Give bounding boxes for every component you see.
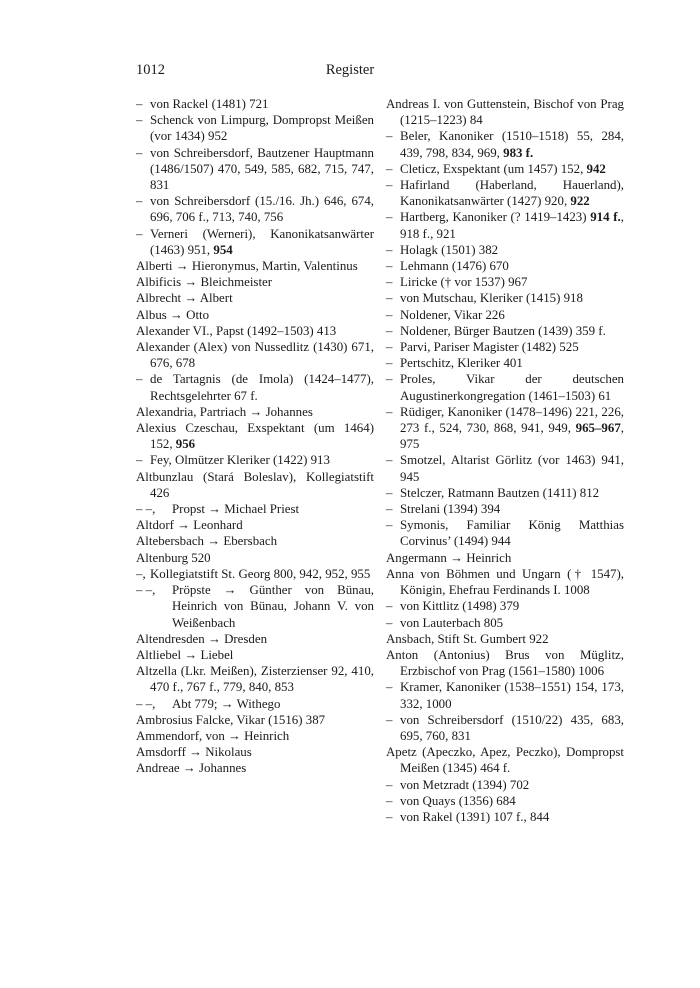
entry-text: Lehmann (1476) 670 [400,259,509,274]
index-entry [136,258,374,274]
entry-dash: – [386,242,393,257]
index-entry [386,209,624,241]
index-entry [386,485,624,501]
entry-text: Altenburg 520 [136,550,211,565]
entry-dash: – [386,356,393,371]
index-entry [386,744,624,776]
index-entry [136,517,374,533]
entry-text: Hafirland (Haberland, Hauerland), Kanonikatsanwärter (1427) 920, [400,178,624,209]
entry-dash: – –, [136,502,156,517]
entry-bold-page: 983 f. [503,145,534,160]
entry-text: Liricke († vor 1537) 967 [400,275,528,290]
entry-text: von Quays (1356) 684 [400,793,516,808]
entry-text: Kramer, Kanoniker (1538–1551) 154, 173, 332, 1000 [400,680,624,711]
entry-text: Anna von Böhmen und Ungarn († 1547), Königin, Ehefrau Ferdinands I. 1008 [386,566,624,598]
index-entry [136,404,374,420]
entry-text: Ammendorf, von → Heinrich [136,728,290,743]
entry-dash: – [386,777,393,792]
entry-dash: –, [136,566,146,581]
entry-text: von Mutschau, Kleriker (1415) 918 [400,291,583,306]
entry-text: Parvi, Pariser Magister (1482) 525 [400,340,579,355]
index-entry [386,793,624,809]
entry-text: Albificis → Bleichmeister [136,275,273,290]
index-entry [136,582,374,631]
entry-text: von Schreibersdorf, Bautzener Hauptmann (1486/1507) 470, 549, 585, 682, 715, 747, 831 [150,145,374,193]
entry-dash: – –, [136,583,156,598]
entry-dash: – [136,226,143,241]
entry-dash: – [136,113,143,128]
index-entry [386,96,624,128]
entry-text: Altdorf → Leonhard [136,518,243,533]
index-entry [386,371,624,403]
index-entry [136,371,374,403]
entry-text: Andreas I. von Guttenstein, Bischof von Prag (1215–1223) 84 [386,97,624,128]
index-entry [136,226,374,258]
page-number: 1012 [136,62,165,78]
entry-text: Anton (Antonius) Brus von Müglitz, Erzbischof von Prag (1561–1580) 1006 [386,647,624,679]
entry-text: Alexander VI., Papst (1492–1503) 413 [136,323,337,338]
index-entry [386,161,624,177]
entry-dash: – [386,275,393,290]
entry-text: Symonis, Familiar König Matthias Corvinus’ (1494) 944 [400,518,624,549]
index-entry [136,760,374,776]
index-entry [136,274,374,290]
index-entry [136,145,374,194]
entry-text: Verneri (Werneri), Kanonikatsanwärter (1463) 951, [150,226,374,257]
entry-text: Propst → Michael Priest [172,502,300,517]
entry-text: Albrecht → Albert [136,291,233,306]
index-entry [136,469,374,501]
entry-text: Stelczer, Ratmann Bautzen (1411) 812 [400,485,600,500]
entry-text: Cleticz, Exspektant (um 1457) 152, [400,161,587,176]
index-entry [386,809,624,825]
entry-dash: – [386,340,393,355]
index-entry [386,777,624,793]
index-entry [136,647,374,663]
entry-dash: – [386,712,393,727]
index-entry [136,112,374,144]
index-entry [386,355,624,371]
entry-text: Pröpste → Günther von Bünau, Heinrich von Bünau, Johann V. von Weißenbach [172,583,374,630]
index-entry [136,339,374,371]
entry-dash: – [136,145,143,160]
index-entry [136,290,374,306]
entry-text: von Rackel (1481) 721 [150,97,269,111]
entry-text: Ansbach, Stift St. Gumbert 922 [386,631,549,646]
entry-text: Smotzel, Altarist Görlitz (vor 1463) 941, 945 [400,453,624,484]
entry-bold-page: 956 [175,437,196,452]
entry-dash: – [386,307,393,322]
entry-dash: – [386,161,393,176]
index-entry [386,274,624,290]
index-column-right [386,96,624,825]
entry-dash: – [386,129,393,144]
entry-text: Noldener, Vikar 226 [400,307,505,322]
index-entry [386,242,624,258]
entry-text: Altebersbach → Ebersbach [136,534,278,549]
entry-text: Albus → Otto [136,307,210,322]
entry-text: Alexander (Alex) von Nussedlitz (1430) 671, 676, 678 [136,340,374,371]
entry-text: Pertschitz, Kleriker 401 [400,356,523,371]
entry-text: Fey, Olmützer Kleriker (1422) 913 [150,453,330,468]
index-entry [136,96,374,112]
entry-dash: – [386,404,393,419]
entry-dash: – [386,178,393,193]
index-entry [136,631,374,647]
index-entry [136,323,374,339]
index-entry [136,744,374,760]
entry-dash: – [136,372,143,387]
index-entry [386,404,624,453]
entry-dash: – [386,793,393,808]
index-entry [386,517,624,549]
index-entry [136,566,374,582]
entry-text: Altbunzlau (Stará Boleslav), Kollegiatstift 426 [136,469,374,500]
entry-text: von Lauterbach 805 [400,615,504,630]
entry-text: de Tartagnis (de Imola) (1424–1477), Rechtsgelehrter 67 f. [150,372,374,403]
entry-dash: – [386,599,393,614]
entry-dash: – [386,680,393,695]
index-entry [136,307,374,323]
index-entry [136,533,374,549]
entry-text: Noldener, Bürger Bautzen (1439) 359 f. [400,323,606,338]
entry-text: Kollegiatstift St. Georg 800, 942, 952, 955 [150,566,371,581]
entry-dash: – [386,615,393,630]
entry-dash: – [386,323,393,338]
index-entry [386,647,624,679]
entry-text: Proles, Vikar der deutschen Augustinerkongregation (1461–1503) 61 [400,372,624,403]
entry-bold-page: 965–967 [575,421,621,436]
entry-dash: – [136,97,143,111]
index-entry [136,728,374,744]
entry-text: Strelani (1394) 394 [400,502,501,517]
entry-dash: – –, [136,696,156,711]
entry-text: Altendresden → Dresden [136,631,268,646]
index-entry [386,501,624,517]
entry-text: von Schreibersdorf (15./16. Jh.) 646, 674, 696, 706 f., 713, 740, 756 [150,194,374,225]
entry-bold-page: 922 [570,194,590,209]
entry-text: Altzella (Lkr. Meißen), Zisterzienser 92, 410, 470 f., 767 f., 779, 840, 853 [136,664,374,695]
index-entry [386,128,624,160]
entry-dash: – [386,259,393,274]
index-entry [136,452,374,468]
index-entry [386,258,624,274]
entry-text: Beler, Kanoniker (1510–1518) 55, 284, 439, 798, 834, 969, [400,129,624,160]
index-entry [386,679,624,711]
entry-text: Alexandria, Partriach → Johannes [136,404,313,419]
entry-text: Amsdorff → Nikolaus [136,745,252,760]
index-entry [386,615,624,631]
entry-text: von Schreibersdorf (1510/22) 435, 683, 695, 760, 831 [400,712,624,743]
index-entry [386,566,624,598]
index-entry [386,339,624,355]
entry-dash: – [386,291,393,306]
entry-text-after: , 918 f., 921 [400,210,624,241]
index-entry [386,452,624,484]
index-entry [136,696,374,712]
index-entry [136,193,374,225]
index-entry [386,290,624,306]
entry-bold-page: 954 [213,242,233,257]
entry-text: Apetz (Apeczko, Apez, Peczko), Dompropst Meißen (1345) 464 f. [386,745,624,776]
entry-text: Alexius Czeschau, Exspektant (um 1464) 152, [136,421,374,452]
entry-dash: – [386,502,393,517]
entry-text: Hartberg, Kanoniker (? 1419–1423) [400,210,591,225]
entry-bold-page: 914 f. [590,210,621,225]
index-entry [136,663,374,695]
index-entry [136,501,374,517]
index-entry [386,323,624,339]
entry-text: Schenck von Limpurg, Dompropst Meißen (vor 1434) 952 [150,113,374,144]
index-entry [386,712,624,744]
index-entry [386,307,624,323]
index-entry [136,550,374,566]
entry-dash: – [386,809,393,824]
entry-dash: – [386,518,393,533]
entry-dash: – [386,372,393,387]
index-entry [386,550,624,566]
entry-text: von Rakel (1391) 107 f., 844 [400,809,550,824]
running-title: Register [325,62,375,78]
entry-text: Angermann → Heinrich [386,550,512,565]
index-entry [136,420,374,452]
entry-text-after: , 975 [400,421,624,452]
entry-dash: – [386,210,393,225]
entry-text: von Kittlitz (1498) 379 [400,599,520,614]
entry-text: Andreae → Johannes [136,761,247,776]
index-entry [386,598,624,614]
entry-text: Ambrosius Falcke, Vikar (1516) 387 [136,712,326,727]
index-entry [386,177,624,209]
entry-text: Holagk (1501) 382 [400,242,499,257]
entry-dash: – [386,453,393,468]
index-entry [386,631,624,647]
index-column-left [136,96,374,777]
entry-text: von Metzradt (1394) 702 [400,777,530,792]
entry-text: Abt 779; → Withego [172,696,281,711]
entry-text: Rüdiger, Kanoniker (1478–1496) 221, 226, 273 f., 524, 730, 868, 941, 949, [400,404,624,436]
entry-dash: – [136,194,143,209]
entry-text: Alberti → Hieronymus, Martin, Valentinus [136,259,358,274]
entry-dash: – [136,453,143,468]
entry-dash: – [386,485,393,500]
entry-bold-page: 942 [586,161,606,176]
entry-text: Altliebel → Liebel [136,647,234,662]
index-entry [136,712,374,728]
